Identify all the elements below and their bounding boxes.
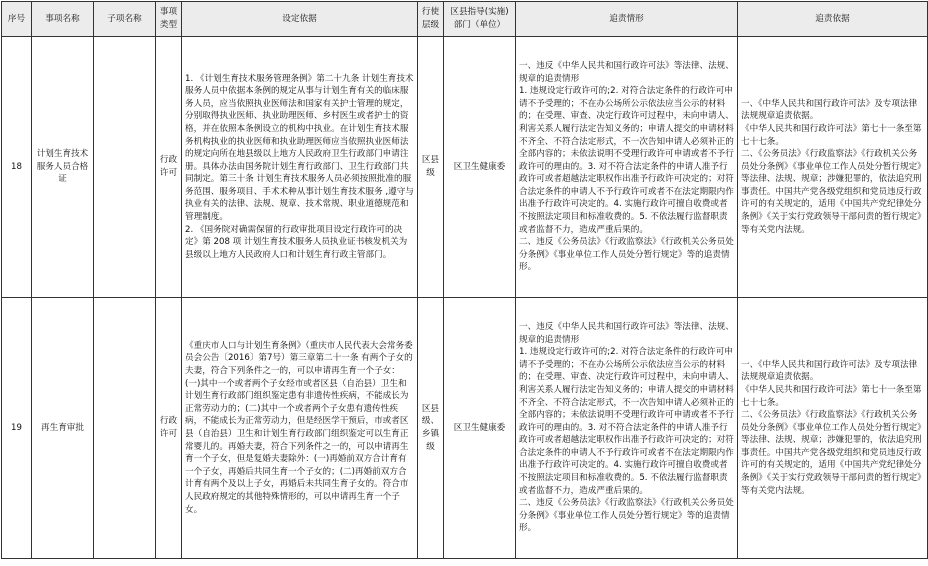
header-item-type: 事项类型 — [156, 2, 182, 37]
header-situation: 追责情形 — [516, 2, 738, 37]
row-accountability: 一、《中华人民共和国行政许可法》及专项法律法规规章追责依据。 《中华人民共和国行政许可法》第七十一条至第七十七条。 二、《公务员法》《行政监察法》《行政机关公务员处分条例》《事业单位工作人员处分暂行规定》等法律、法规、规章；涉嫌犯罪的，依法追究刑事责任。中国共产党各级党组织和党员违反行政许可的有关规定的，适用《中国共产党纪律处分条例》《关于实行党政领导干部问责的暂行规定》等有关党内法规。 — [738, 37, 928, 298]
table-header — [2, 2, 928, 37]
header-accountability: 追责依据 — [738, 2, 928, 37]
row-level: 区县级、乡镇级 — [418, 298, 444, 559]
row-department: 区卫生健康委 — [444, 37, 516, 298]
header-item-name: 事项名称 — [32, 2, 94, 37]
accountability-table — [1, 1, 928, 559]
row-sub-item — [94, 37, 156, 298]
row-level: 区县级 — [418, 37, 444, 298]
row-situation: 一、违反《中华人民共和国行政许可法》等法律、法规、规章的追责情形 1. 违规设定行政许可的;2. 对符合法定条件的行政许可申请不予受理的；不在办公场所公示依法应当公示的材料的；在受理、审查、决定行政许可过程中，未向申请人、利害关系人履行法定告知义务的；申请人提交的申请材料不齐全、不符合法定形式，不一次告知申请人必须补正的全部内容的；未依法说明不受理行政许可申请或者不予行政许可的理由的。3. 对不符合法定条件的申请人准予行政许可或者超越法定职权作出准予行政许可决定的；对符合法定条件的申请人不予行政许可或者不在法定期限内作出准予行政许可决定的。4. 实施行政许可擅自收费或者不按照法定项目和标准收费的。5. 不依法履行监督职责或者监督不力，造成严重后果的。 二、违反《公务员法》《行政监察法》《行政机关公务员处分条例》《事业单位工作人员处分暂行规定》等的追责情形。 — [516, 298, 738, 559]
header-department: 区县指导(实施)部门（单位） — [444, 2, 516, 37]
row-index: 19 — [2, 298, 32, 559]
row-item-name: 再生育审批 — [32, 298, 94, 559]
header-index: 序号 — [2, 2, 32, 37]
row-accountability: 一、《中华人民共和国行政许可法》及专项法律法规规章追责依据。 《中华人民共和国行政许可法》第七十一条至第七十七条。 二、《公务员法》《行政监察法》《行政机关公务员处分条例》《事业单位工作人员处分暂行规定》等法律、法规、规章；涉嫌犯罪的，依法追究刑事责任。中国共产党各级党组织和党员违反行政许可的有关规定的，适用《中国共产党纪律处分条例》《关于实行党政领导干部问责的暂行规定》等有关党内法规。 — [738, 298, 928, 559]
header-level: 行使层级 — [418, 2, 444, 37]
table-row — [2, 298, 928, 559]
row-department: 区卫生健康委 — [444, 298, 516, 559]
header-basis: 设定依据 — [182, 2, 418, 37]
row-item-type: 行政许可 — [156, 37, 182, 298]
row-basis: 《重庆市人口与计划生育条例》（重庆市人民代表大会常务委员会公告〔2016〕第7号）第三章第二十一条 有两个子女的夫妻，符合下列条件之一的，可以申请再生育一个子女：(一)其中一个或者两个子女经市或者区县（自治县）卫生和计划生育行政部门组织鉴定患有非遗传性疾病，不能成长为正常劳动力的；(二)其中一个或者两个子女患有遗传性疾病，不能成长为正常劳动力，但是经医学干预后，市或者区县（自治县）卫生和计划生育行政部门组织鉴定可以生育正常婴儿的。再婚夫妻，符合下列条件之一的，可以申请再生育一个子女，但是复婚夫妻除外：(一)再婚前双方合计育有一个子女，再婚后共同生育一个子女的；(二)再婚前双方合计育有两个及以上子女，再婚后未共同生育子女的。符合市人民政府规定的其他特殊情形的，可以申请再生育一个子女。 — [182, 298, 418, 559]
row-item-name: 计划生育技术服务人员合格证 — [32, 37, 94, 298]
table-row — [2, 37, 928, 298]
row-situation: 一、违反《中华人民共和国行政许可法》等法律、法规、规章的追责情形 1. 违规设定行政许可的;2. 对符合法定条件的行政许可申请不予受理的；不在办公场所公示依法应当公示的材料的；在受理、审查、决定行政许可过程中，未向申请人、利害关系人履行法定告知义务的；申请人提交的申请材料不齐全、不符合法定形式，不一次告知申请人必须补正的全部内容的；未依法说明不受理行政许可申请或者不予行政许可的理由的。3. 对不符合法定条件的申请人准予行政许可或者超越法定职权作出准予行政许可决定的；对符合法定条件的申请人不予行政许可或者不在法定期限内作出准予行政许可决定的。4. 实施行政许可擅自收费或者不按照法定项目和标准收费的。5. 不依法履行监督职责或者监督不力，造成严重后果的。 二、违反《公务员法》《行政监察法》《行政机关公务员处分条例》《事业单位工作人员处分暂行规定》等的追责情形。 — [516, 37, 738, 298]
header-sub-item: 子项名称 — [94, 2, 156, 37]
row-item-type: 行政许可 — [156, 298, 182, 559]
row-basis: 1. 《计划生育技术服务管理条例》第二十九条 计划生育技术服务人员中依据本条例的规定从事与计划生育有关的临床服务人员，应当依照执业医师法和国家有关护士管理的规定，分别取得执业医师、执业助理医师、乡村医生或者护士的资格，并在依照本条例设立的机构中执业。在计划生育技术服务机构执业的执业医师和执业助理医师应当依照执业医师法的规定向所在地县级以上地方人民政府卫生行政部门申请注册。具体办法由国务院计划生育行政部门、卫生行政部门共同制定。第三十条 计划生育技术服务人员必须按照批准的服务范围、服务项目、手术术种从事计划生育技术服务 ,遵守与执业有关的法律、法规、规章、技术常规、职业道德规范和管理制度。 2. 《国务院对确需保留的行政审批项目设定行政许可的决定》第 208 项 计划生育技术服务人员执业证书核发机关为县级以上地方人民政府人口和计划生育行政主管部门。 — [182, 37, 418, 298]
row-sub-item — [94, 298, 156, 559]
row-index: 18 — [2, 37, 32, 298]
